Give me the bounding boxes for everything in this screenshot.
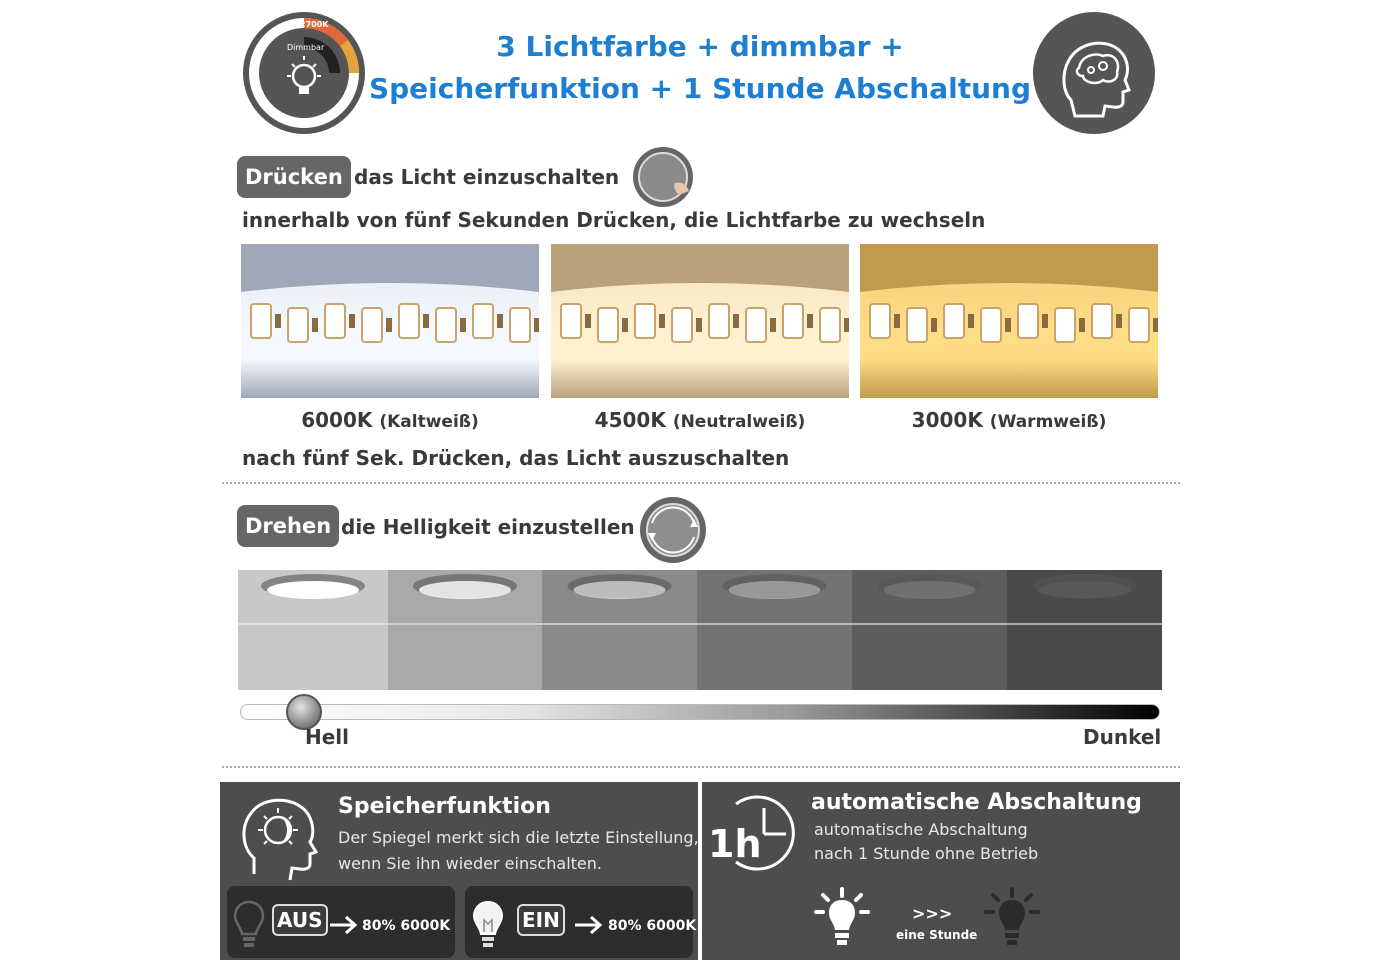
ein-badge: EIN: [517, 904, 565, 936]
slider-label-dunkel: Dunkel: [1083, 725, 1162, 749]
memory-title: Speicherfunktion: [338, 794, 551, 819]
turn-pill: Drehen: [237, 505, 339, 547]
press-sub-text: innerhalb von fünf Sekunden Drücken, die Lichtfarbe zu wechseln: [242, 208, 986, 232]
strip-kelvin: 3000K: [911, 408, 983, 432]
bulb-bright-icon: [810, 886, 874, 952]
strip-color-name: (Neutralweiß): [672, 412, 806, 432]
press-pill: Drücken: [237, 156, 351, 198]
head-moon-icon: [234, 788, 324, 882]
press-button-icon: [633, 147, 693, 207]
brightness-level-panel: [388, 570, 542, 690]
bulb-off-icon: [232, 898, 266, 950]
off-text: nach fünf Sek. Drücken, das Licht auszuschalten: [242, 446, 790, 470]
memory-line-1: Der Spiegel merkt sich die letzte Einstellung,: [338, 828, 699, 847]
brightness-slider-track[interactable]: [240, 704, 1160, 720]
led-strip-image: [551, 244, 849, 398]
arrow-right-icon: [328, 914, 358, 936]
title-line-1: 3 Lichtfarbe + dimmbar +: [496, 30, 904, 63]
divider-1: [222, 482, 1180, 484]
brain-head-icon: [1033, 12, 1155, 134]
brightness-level-panel: [1007, 570, 1162, 690]
auto-line-2: nach 1 Stunde ohne Betrieb: [814, 844, 1039, 863]
arrows-text: >>>: [912, 904, 953, 923]
brightness-level-panel: [852, 570, 1007, 690]
strip-kelvin: 6000K: [301, 408, 373, 432]
press-text: das Licht einzuschalten: [354, 165, 620, 189]
aus-badge: AUS: [272, 904, 328, 936]
dial-label-dimmbar: Dimmbar: [287, 43, 325, 52]
strip-color-name: (Warmweiß): [989, 412, 1107, 432]
bulb-on-icon: [471, 898, 505, 950]
auto-line-1: automatische Abschaltung: [814, 820, 1028, 839]
title-line-2: Speicherfunktion + 1 Stunde Abschaltung: [368, 72, 1032, 105]
dimmable-dial-icon: [243, 12, 365, 134]
strip-label: [241, 408, 539, 432]
arrow-right-icon-2: [573, 914, 603, 936]
slider-label-hell: Hell: [305, 725, 350, 749]
dial-label-4500: 4500K: [312, 106, 340, 127]
brightness-level-panel: [542, 570, 697, 690]
auto-title: automatische Abschaltung: [811, 790, 1142, 815]
brightness-level-panel: [697, 570, 852, 690]
memory-line-2: wenn Sie ihn wieder einschalten.: [338, 854, 602, 873]
led-strip-image: [241, 244, 539, 398]
strip-kelvin: 4500K: [594, 408, 666, 432]
brightness-level-panel: [238, 570, 388, 690]
bulb-dim-icon: [980, 886, 1044, 952]
strip-label: [551, 408, 849, 432]
ein-value: 80% 6000K: [608, 918, 697, 934]
clock-label: 1h: [708, 822, 762, 866]
aus-value: 80% 6000K: [362, 918, 451, 934]
rotate-knob-icon: [640, 497, 706, 563]
dial-label-2700: 2700K: [300, 20, 329, 29]
strip-label: [860, 408, 1158, 432]
led-strip-image: [860, 244, 1158, 398]
dial-label-6500: 6500K: [258, 98, 284, 123]
turn-text: die Helligkeit einzustellen: [341, 515, 635, 539]
divider-2: [222, 766, 1180, 768]
strip-color-name: (Kaltweiß): [379, 412, 479, 432]
duration-text: eine Stunde: [896, 928, 978, 942]
